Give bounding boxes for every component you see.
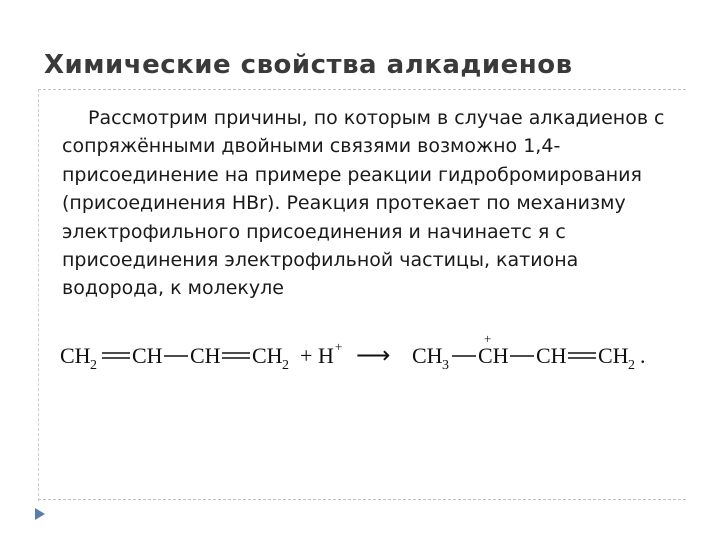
eq-reactant-ch-2: CH: [190, 343, 221, 368]
eq-proton-charge: +: [335, 339, 343, 354]
body-paragraph: Рассмотрим причины, по которым в случае алкадиенов с сопряжёнными двойными связями возможно 1,4-присоединение на примере реакции гидробромирования (присоединения HBr). Реакция протекает по механизму электрофильного присоединения и начинаетс я с присоединения электрофильной частицы, катиона водорода, к молекуле: [62, 107, 665, 300]
eq-product-ch3-sub: 3: [442, 358, 449, 373]
eq-period: .: [640, 343, 646, 368]
eq-reactant-ch2-end: CH: [252, 343, 283, 368]
eq-reactant-ch2-end-sub: 2: [282, 358, 289, 373]
eq-reactant-ch: CH: [132, 343, 163, 368]
eq-product-ch3: CH: [412, 343, 443, 368]
eq-product-cation: CH: [478, 343, 509, 368]
eq-product-cation-charge: +: [484, 333, 492, 346]
triangle-bullet-icon: [34, 507, 46, 521]
eq-proton: H: [318, 343, 334, 368]
footer-divider: [38, 499, 686, 500]
eq-product-ch2-sub: 2: [628, 358, 635, 373]
title-divider: [38, 89, 686, 90]
eq-product-ch: CH: [536, 343, 567, 368]
eq-reactant-ch2-sub: 2: [90, 358, 97, 373]
eq-plus: +: [300, 343, 313, 368]
slide-title: Химические свойства алкадиенов: [44, 50, 573, 80]
reaction-equation: [60, 333, 660, 375]
eq-arrow: ⟶: [356, 343, 391, 369]
eq-reactant-ch2: CH: [60, 343, 91, 368]
eq-product-ch2: CH: [598, 343, 629, 368]
left-divider: [38, 89, 39, 501]
